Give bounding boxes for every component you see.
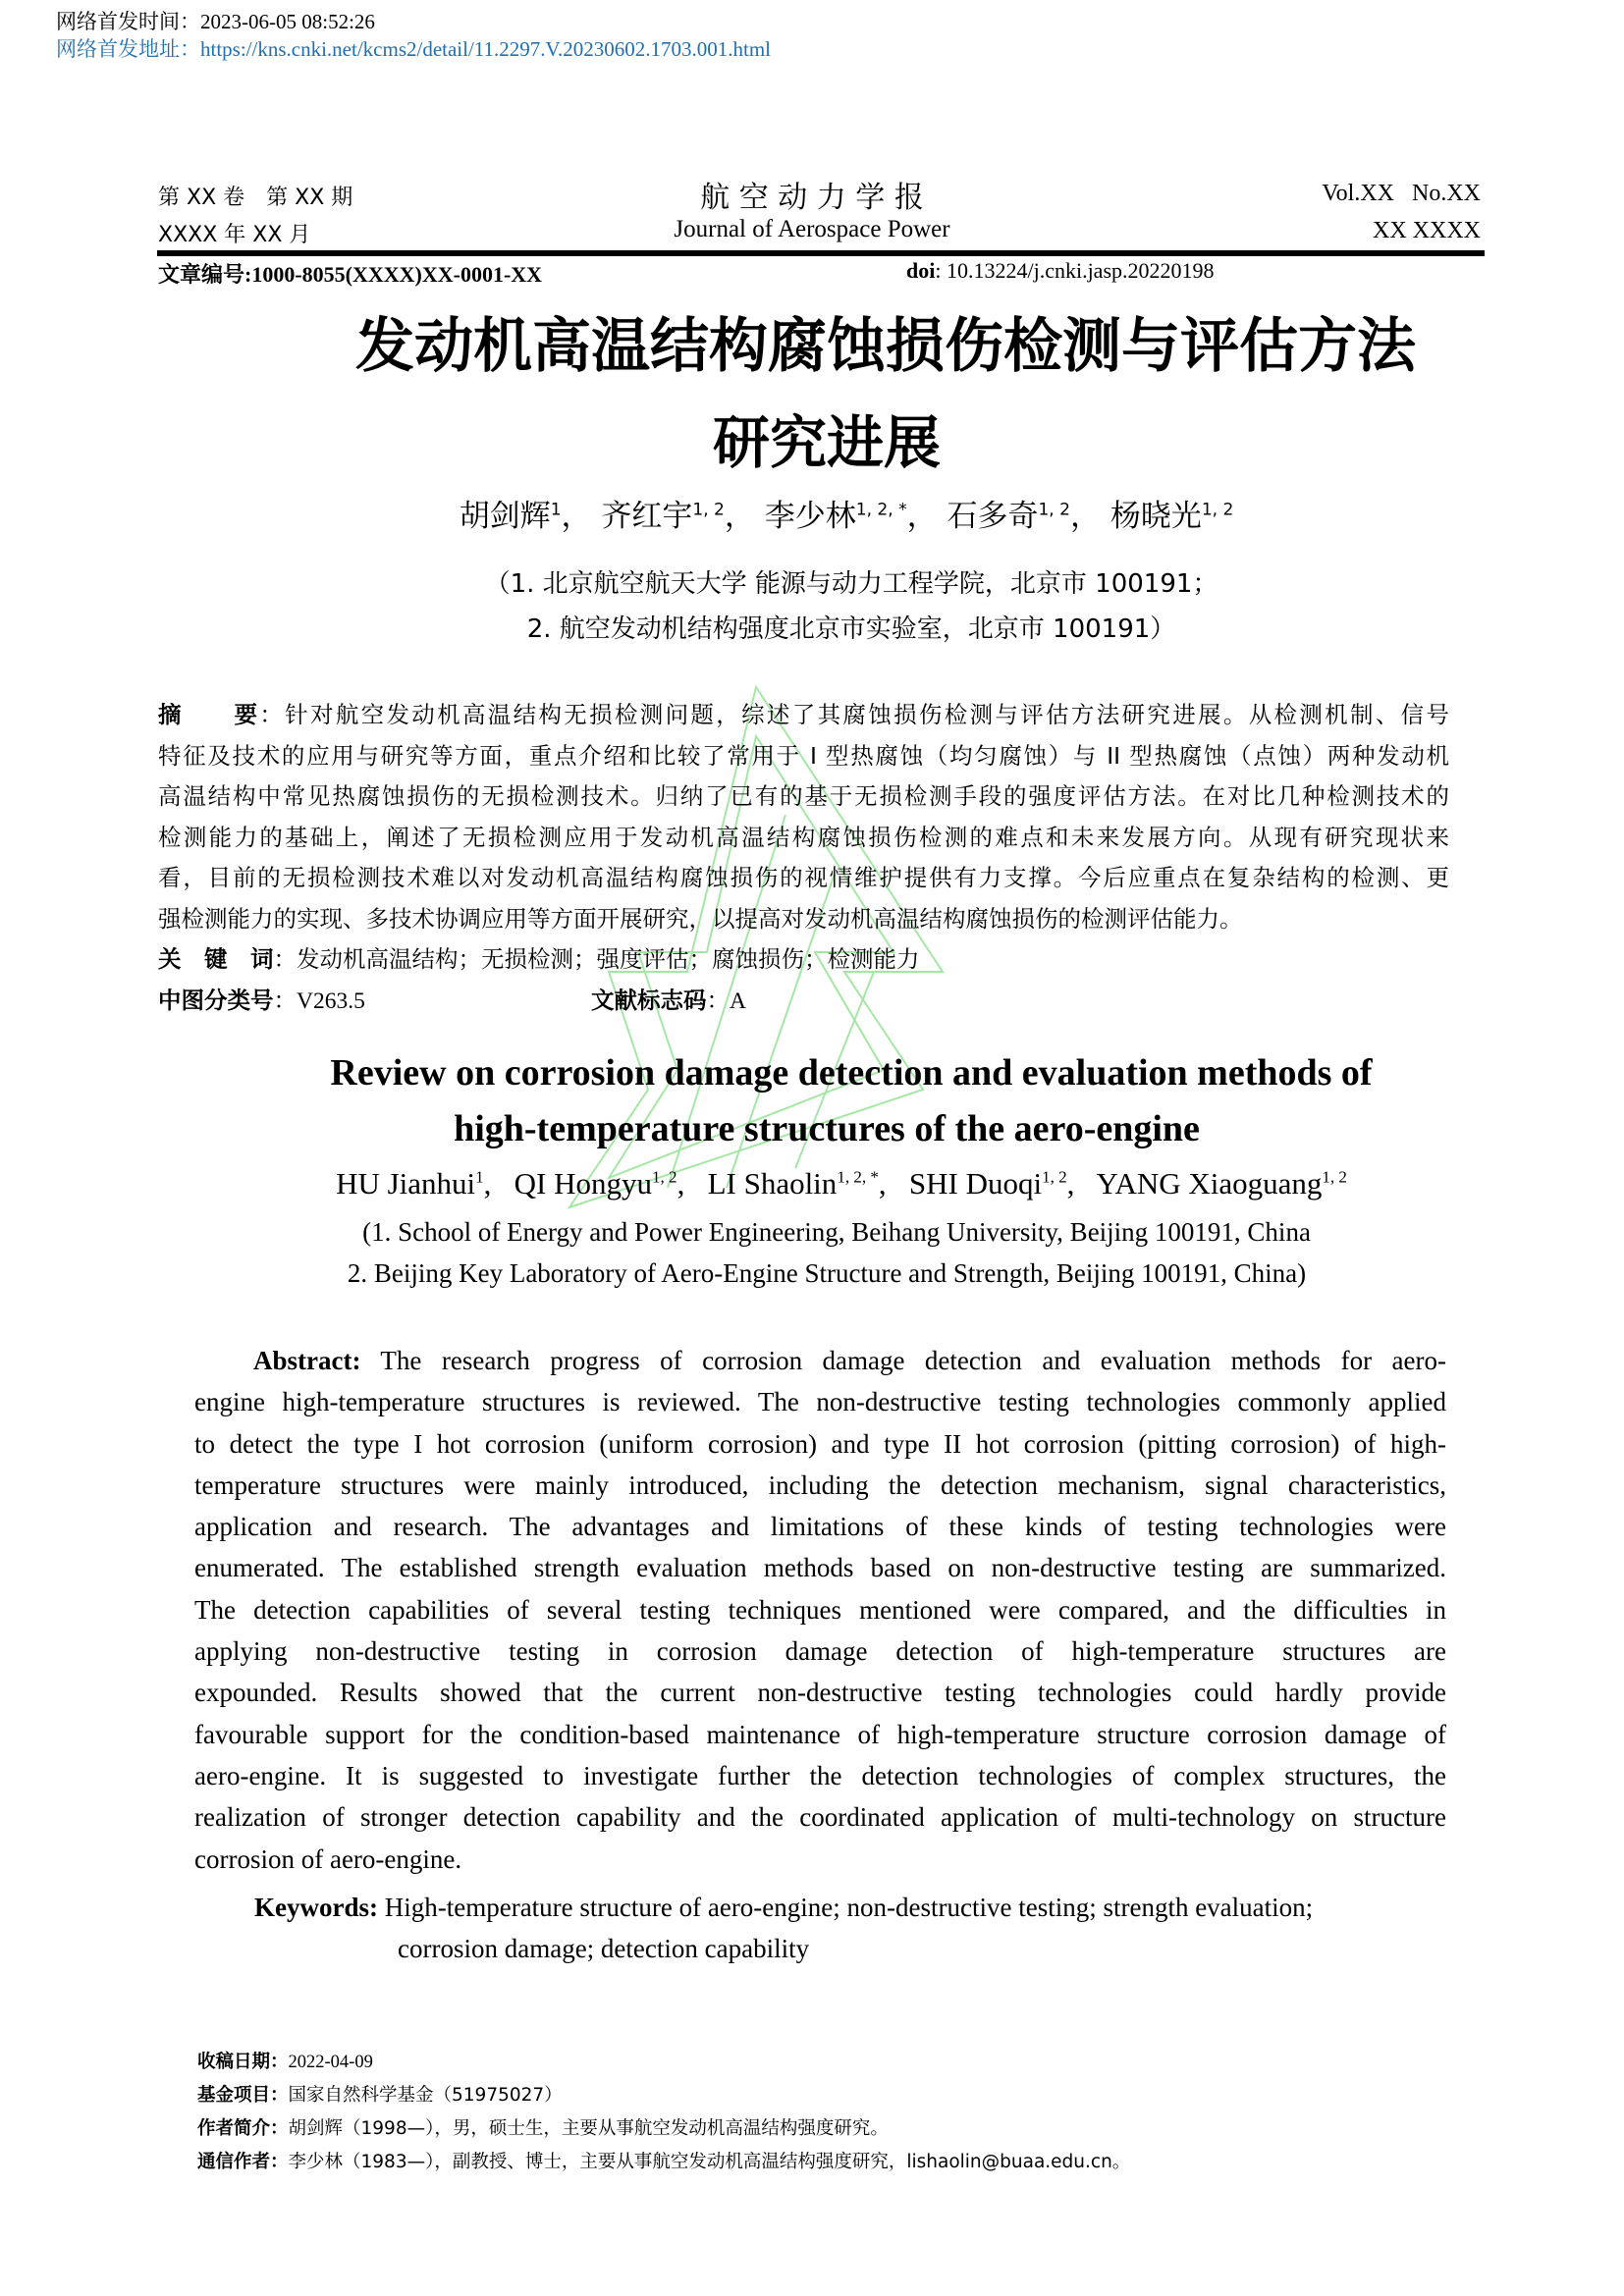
keywords-en-label: Keywords: (254, 1893, 378, 1922)
online-time-label: 网络首发时间： (56, 10, 200, 33)
abstract-cn-line: 特征及技术的应用与研究等方面，重点介绍和比较了常用于 I 型热腐蚀（均匀腐蚀）与 II 型热腐蚀（点蚀）两种发动机 (158, 741, 1449, 770)
abstract-en-line: application and research. The advantages and limitations of these kinds of testing technologies were (194, 1512, 1446, 1542)
classification-label: 中图分类号 (158, 986, 274, 1014)
title-cn-line-2: 研究进展 (712, 409, 941, 476)
online-publish-url[interactable] (56, 33, 771, 63)
authors-en: HU Jianhui$^1$, QI Hongyu$^{1, 2}$, LI Shaolin$^{1, 2, *}$, SHI Duoqi$^{1, 2}$, YANG Xiaoguang$^{1, 2}$ (336, 1166, 1347, 1201)
date-cn: XXXX 年 XX 月 (158, 223, 311, 247)
header-rule (157, 250, 1485, 256)
title-en-line-1: Review on corrosion damage detection and evaluation methods of (330, 1052, 1373, 1094)
abstract-cn-line: 强检测能力的实现、多技术协调应用等方面开展研究，以提高对发动机高温结构腐蚀损伤的检测评估能力。 (158, 904, 1243, 933)
keywords-en-value: High-temperature structure of aero-engine; non-destructive testing; strength evaluation; (377, 1893, 1314, 1922)
author-cn: 杨晓光$^{1, 2}$ (1110, 499, 1234, 534)
abstract-cn (158, 695, 1449, 1022)
doc-code-label: 文献标志码 (591, 986, 707, 1014)
authors-cn: 胡剑辉$^1$， 齐红宇$^{1, 2}$， 李少林$^{1, 2, *}$， 石多奇$^{1, 2}$， 杨晓光$^{1, 2}$ (459, 499, 1234, 534)
doc-code-value: ：A (706, 988, 746, 1014)
abstract-en-line: applying non-destructive testing in corrosion damage detection of high-temperature structures are (194, 1636, 1446, 1667)
author-en: YANG Xiaoguang$^{1, 2}$ (1096, 1166, 1347, 1201)
footnote-funding: 基金项目：国家自然科学基金（51975027） (197, 2085, 563, 2106)
abstract-en-line: enumerated. The established strength evaluation methods based on non-destructive testing are summarized. (194, 1553, 1446, 1583)
title-en-line-2: high-temperature structures of the aero-engine (454, 1108, 1200, 1149)
volume-issue-cn: 第 XX 卷 第 XX 期 (158, 186, 353, 210)
author-en: QI Hongyu$^{1, 2}$ (514, 1166, 677, 1201)
doi-label: doi (906, 258, 936, 283)
journal-title-en: Journal of Aerospace Power (674, 216, 950, 242)
abstract-en-label: Abstract: (253, 1346, 361, 1375)
journal-title-cn: 航 空 动 力 学 报 (700, 181, 924, 215)
abstract-en-line: to detect the type I hot corrosion (uniform corrosion) and type II hot corrosion (pitting corrosion) of high- (194, 1428, 1446, 1459)
footnotes (197, 2046, 1130, 2179)
article-number: 文章编号:1000-8055(XXXX)XX-0001-XX (158, 262, 543, 287)
affiliation-cn-1: （1. 北京航空航天大学 能源与动力工程学院，北京市 100191； (484, 569, 1218, 599)
abstract-en-line: engine high-temperature structures is reviewed. The non-destructive testing technologies commonly applied (194, 1387, 1446, 1417)
affiliation-en-2: 2. Beijing Key Laboratory of Aero-Engine Structure and Strength, Beijing 100191, China) (347, 1258, 1307, 1288)
keywords-cn (158, 939, 1449, 981)
classification (158, 981, 1449, 1023)
abstract-cn-line: 看，目前的无损检测技术难以对发动机高温结构腐蚀损伤的视情维护提供有力支撑。今后应重点在复杂结构的检测、更 (158, 864, 1449, 891)
footnote-author-bio: 作者简介：胡剑辉（1998—），男，硕士生，主要从事航空发动机高温结构强度研究。 (197, 2118, 889, 2139)
online-url-label: 网络首发地址： (56, 37, 200, 61)
abstract-en-line: realization of stronger detection capability and the coordinated application of multi-technology on structure (194, 1802, 1446, 1833)
abstract-en-line: favourable support for the condition-based maintenance of high-temperature structure corrosion damage of (194, 1719, 1446, 1749)
online-time-value: 2023-06-05 08:52:26 (200, 10, 375, 33)
abstract-cn-label: 摘 要 (158, 701, 260, 728)
doi (906, 258, 1215, 284)
date-en: XX XXXX (1373, 218, 1481, 243)
doi-value: : 10.13224/j.cnki.jasp.20220198 (935, 258, 1215, 283)
author-en: HU Jianhui$^1$ (336, 1166, 484, 1201)
classification-value: ：V263.5 (273, 988, 365, 1014)
keywords-cn-label: 关 键 词 (158, 945, 274, 973)
online-publish-time (56, 6, 375, 35)
keywords-en-continued: corrosion damage; detection capability (398, 1934, 810, 1963)
footnote-received: 收稿日期：2022-04-09 (197, 2052, 373, 2072)
abstract-cn-line: 摘 要：针对航空发动机高温结构无损检测问题，综述了其腐蚀损伤检测与评估方法研究进展。从检测机制、信号 (158, 701, 1450, 728)
abstract-en-line: expounded. Results showed that the current non-destructive testing technologies could hardly provide (194, 1678, 1446, 1708)
author-en: LI Shaolin$^{1, 2, *}$ (707, 1166, 879, 1201)
abstract-cn-line: 高温结构中常见热腐蚀损伤的无损检测技术。归纳了已有的基于无损检测手段的强度评估方法。在对比几种检测技术的 (158, 782, 1449, 810)
affiliation-cn-2: 2. 航空发动机结构强度北京市实验室，北京市 100191） (526, 614, 1176, 644)
author-cn: 齐红宇$^{1, 2}$ (601, 499, 725, 534)
keywords-cn-value: ：发动机高温结构；无损检测；强度评估；腐蚀损伤；检测能力 (273, 945, 920, 973)
abstract-en-line: The detection capabilities of several testing techniques mentioned were compared, and the difficulties in (194, 1594, 1446, 1625)
author-en: SHI Duoqi$^{1, 2}$ (908, 1166, 1067, 1201)
keywords-en (254, 1893, 1313, 1923)
abstract-en-line: corrosion of aero-engine. (194, 1843, 462, 1874)
author-cn: 石多奇$^{1, 2}$ (947, 499, 1070, 534)
abstract-en-line: Abstract: The research progress of corrosion damage detection and evaluation methods for aero- (253, 1346, 1446, 1375)
abstract-cn-line: 检测能力的基础上，阐述了无损检测应用于发动机高温结构腐蚀损伤检测的难点和未来发展方向。从现有研究现状来 (158, 823, 1449, 851)
abstract-en-line: aero-engine. It is suggested to investigate further the detection technologies of complex structures, the (194, 1760, 1446, 1790)
title-cn-line-1: 发动机高温结构腐蚀损伤检测与评估方法 (355, 312, 1416, 381)
volume-issue-en: Vol.XX No.XX (1322, 181, 1481, 206)
online-url-link[interactable]: https://kns.cnki.net/kcms2/detail/11.2297.V.20230602.1703.001.html (200, 37, 771, 61)
footnote-corresponding-author: 通信作者：李少林（1983—），副教授、博士，主要从事航空发动机高温结构强度研究，lishaolin@buaa.edu.cn。 (197, 2152, 1131, 2172)
author-cn: 胡剑辉$^1$ (459, 499, 562, 534)
abstract-en (194, 1340, 1446, 1880)
author-cn: 李少林$^{1, 2, *}$ (764, 499, 907, 534)
abstract-en-line: temperature structures were mainly introduced, including the detection mechanism, signal characteristics, (194, 1469, 1446, 1500)
affiliation-en-1: (1. School of Energy and Power Engineering, Beihang University, Beijing 100191, China (362, 1217, 1311, 1247)
